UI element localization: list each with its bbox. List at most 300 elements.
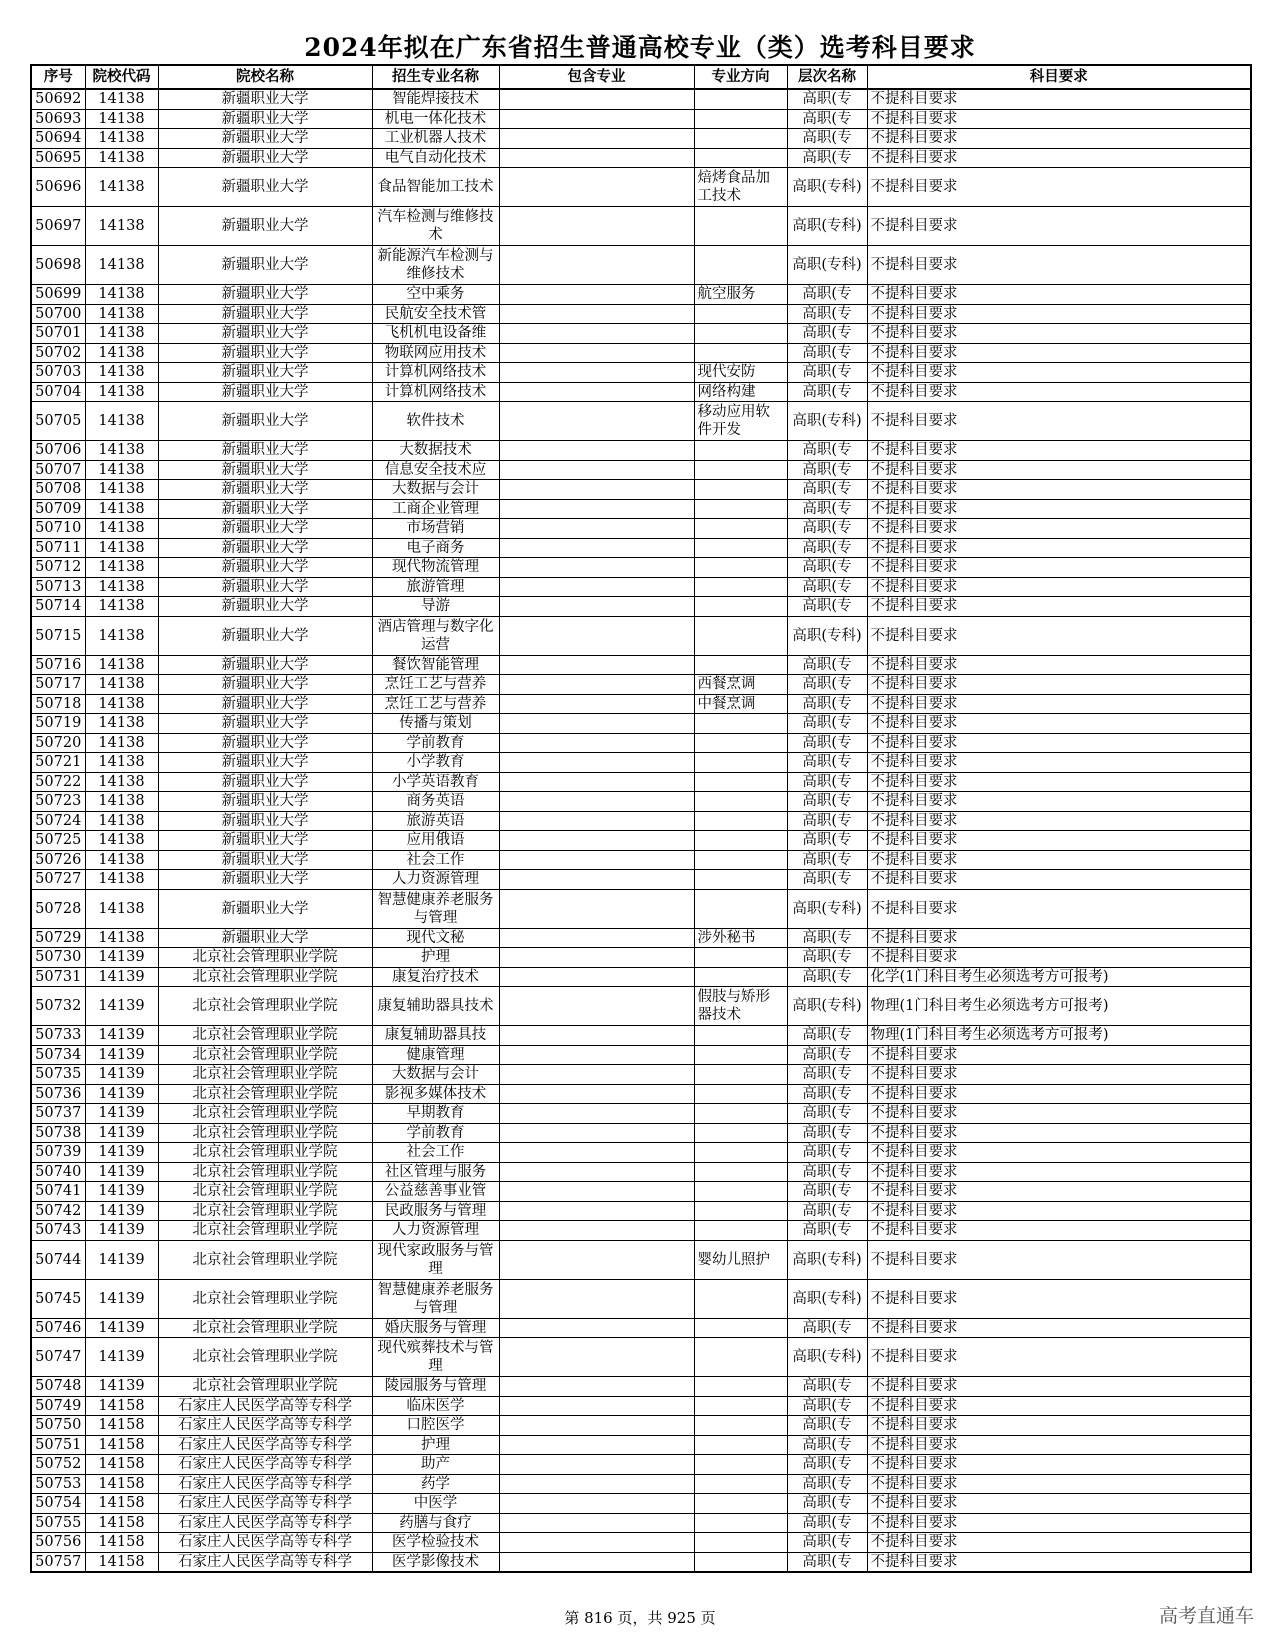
watermark-text: 高考直通车	[1158, 1605, 1254, 1627]
level-cell: 高职(专科)	[787, 246, 867, 285]
subject-requirement-cell: 不提科目要求	[867, 1045, 1251, 1065]
included-majors-cell	[499, 402, 694, 441]
included-majors-cell	[499, 538, 694, 558]
school-code-cell: 14138	[85, 89, 158, 109]
seq-cell: 50701	[31, 324, 85, 344]
table-row	[31, 1240, 1251, 1279]
seq-cell: 50696	[31, 168, 85, 207]
level-cell: 高职(专	[787, 1143, 867, 1163]
table-row	[31, 285, 1251, 305]
included-majors-cell	[499, 304, 694, 324]
included-majors-cell	[499, 1026, 694, 1046]
school-code-cell: 14138	[85, 616, 158, 655]
seq-cell: 50755	[31, 1513, 85, 1533]
subject-requirement-cell: 不提科目要求	[867, 460, 1251, 480]
school-name-cell: 新疆职业大学	[158, 441, 372, 461]
level-header: 层次名称	[787, 65, 867, 89]
direction-cell: 现代安防	[694, 363, 787, 383]
subject-requirement-cell: 不提科目要求	[867, 889, 1251, 928]
subject-requirement-cell: 不提科目要求	[867, 733, 1251, 753]
included-majors-cell	[499, 1123, 694, 1143]
school-code-cell: 14158	[85, 1455, 158, 1475]
table-row	[31, 889, 1251, 928]
level-cell: 高职(专	[787, 870, 867, 890]
major-name-cell: 医学影像技术	[372, 1552, 499, 1572]
included-majors-cell	[499, 967, 694, 987]
school-name-cell: 北京社会管理职业学院	[158, 1045, 372, 1065]
table-row	[31, 967, 1251, 987]
table-row	[31, 148, 1251, 168]
subject-requirement-cell: 不提科目要求	[867, 148, 1251, 168]
school-code-cell: 14158	[85, 1552, 158, 1572]
direction-cell	[694, 304, 787, 324]
included-majors-cell	[499, 948, 694, 968]
major-name-cell: 医学检验技术	[372, 1533, 499, 1553]
level-cell: 高职(专	[787, 538, 867, 558]
school-code-cell: 14139	[85, 1338, 158, 1377]
major-name-cell: 电子商务	[372, 538, 499, 558]
level-cell: 高职(专	[787, 558, 867, 578]
major-name-cell: 商务英语	[372, 792, 499, 812]
seq-cell: 50737	[31, 1104, 85, 1124]
school-code-cell: 14138	[85, 246, 158, 285]
subject-requirement-cell: 物理(1门科目考生必须选考方可报考)	[867, 1026, 1251, 1046]
school-name-cell: 新疆职业大学	[158, 148, 372, 168]
subject-requirement-cell: 不提科目要求	[867, 1143, 1251, 1163]
school-code-cell: 14158	[85, 1435, 158, 1455]
seq-cell: 50705	[31, 402, 85, 441]
school-code-cell: 14138	[85, 831, 158, 851]
subject-requirement-header: 科目要求	[867, 65, 1251, 89]
table-row	[31, 1104, 1251, 1124]
level-cell: 高职(专科)	[787, 987, 867, 1026]
school-code-cell: 14138	[85, 441, 158, 461]
seq-cell: 50699	[31, 285, 85, 305]
school-name-cell: 新疆职业大学	[158, 811, 372, 831]
level-cell: 高职(专	[787, 363, 867, 383]
school-code-cell: 14138	[85, 207, 158, 246]
seq-cell: 50698	[31, 246, 85, 285]
school-code-cell: 14139	[85, 1240, 158, 1279]
major-name-cell: 智慧健康养老服务与管理	[372, 1279, 499, 1318]
school-code-cell: 14138	[85, 714, 158, 734]
seq-cell: 50750	[31, 1416, 85, 1436]
included-majors-cell	[499, 928, 694, 948]
direction-cell: 婴幼儿照护	[694, 1240, 787, 1279]
major-name-cell: 大数据技术	[372, 441, 499, 461]
school-code-cell: 14158	[85, 1416, 158, 1436]
level-cell: 高职(专	[787, 577, 867, 597]
school-code-cell: 14138	[85, 499, 158, 519]
school-code-cell: 14139	[85, 1201, 158, 1221]
table-row	[31, 538, 1251, 558]
school-code-cell: 14158	[85, 1396, 158, 1416]
seq-cell: 50721	[31, 753, 85, 773]
included-majors-cell	[499, 889, 694, 928]
school-name-cell: 新疆职业大学	[158, 480, 372, 500]
major-name-cell: 飞机机电设备维	[372, 324, 499, 344]
school-code-cell: 14138	[85, 870, 158, 890]
table-row	[31, 558, 1251, 578]
seq-cell: 50693	[31, 109, 85, 129]
direction-cell	[694, 538, 787, 558]
school-code-cell: 14138	[85, 363, 158, 383]
seq-cell: 50731	[31, 967, 85, 987]
subject-requirement-cell: 不提科目要求	[867, 714, 1251, 734]
school-code-cell: 14138	[85, 148, 158, 168]
direction-cell	[694, 1494, 787, 1514]
level-cell: 高职(专	[787, 714, 867, 734]
table-row	[31, 850, 1251, 870]
seq-cell: 50722	[31, 772, 85, 792]
direction-cell	[694, 148, 787, 168]
school-name-cell: 石家庄人民医学高等专科学	[158, 1494, 372, 1514]
major-name-cell: 健康管理	[372, 1045, 499, 1065]
school-name-cell: 新疆职业大学	[158, 870, 372, 890]
included-majors-cell	[499, 811, 694, 831]
seq-cell: 50747	[31, 1338, 85, 1377]
level-cell: 高职(专	[787, 1045, 867, 1065]
direction-cell	[694, 207, 787, 246]
school-name-cell: 北京社会管理职业学院	[158, 987, 372, 1026]
direction-cell	[694, 870, 787, 890]
seq-cell: 50752	[31, 1455, 85, 1475]
level-cell: 高职(专	[787, 811, 867, 831]
included-majors-cell	[499, 694, 694, 714]
included-majors-cell	[499, 616, 694, 655]
table-row	[31, 129, 1251, 149]
level-cell: 高职(专	[787, 1474, 867, 1494]
major-name-cell: 新能源汽车检测与维修技术	[372, 246, 499, 285]
level-cell: 高职(专	[787, 1201, 867, 1221]
major-name-cell: 市场营销	[372, 519, 499, 539]
seq-cell: 50724	[31, 811, 85, 831]
major-name-cell: 社会工作	[372, 850, 499, 870]
included-majors-cell	[499, 753, 694, 773]
included-majors-cell	[499, 1435, 694, 1455]
table-row	[31, 499, 1251, 519]
seq-cell: 50746	[31, 1318, 85, 1338]
seq-cell: 50706	[31, 441, 85, 461]
major-name-cell: 现代文秘	[372, 928, 499, 948]
direction-cell	[694, 1474, 787, 1494]
school-code-cell: 14138	[85, 889, 158, 928]
major-name-cell: 智能焊接技术	[372, 89, 499, 109]
school-name-cell: 新疆职业大学	[158, 616, 372, 655]
major-name-cell: 工业机器人技术	[372, 129, 499, 149]
major-name-cell: 社区管理与服务	[372, 1162, 499, 1182]
seq-cell: 50692	[31, 89, 85, 109]
direction-cell	[694, 1318, 787, 1338]
level-cell: 高职(专	[787, 1123, 867, 1143]
seq-cell: 50749	[31, 1396, 85, 1416]
table-row	[31, 1279, 1251, 1318]
school-code-cell: 14138	[85, 577, 158, 597]
school-name-cell: 石家庄人民医学高等专科学	[158, 1455, 372, 1475]
included-majors-cell	[499, 1143, 694, 1163]
direction-cell	[694, 1416, 787, 1436]
subject-requirement-cell: 不提科目要求	[867, 246, 1251, 285]
subject-requirement-cell: 不提科目要求	[867, 1435, 1251, 1455]
level-cell: 高职(专	[787, 597, 867, 617]
seq-cell: 50720	[31, 733, 85, 753]
included-majors-cell	[499, 1396, 694, 1416]
direction-cell	[694, 1455, 787, 1475]
seq-cell: 50742	[31, 1201, 85, 1221]
major-name-cell: 旅游英语	[372, 811, 499, 831]
school-code-cell: 14138	[85, 519, 158, 539]
table-row	[31, 89, 1251, 109]
seq-cell: 50735	[31, 1065, 85, 1085]
included-majors-cell	[499, 519, 694, 539]
table-row	[31, 1552, 1251, 1572]
table-row	[31, 577, 1251, 597]
table-row	[31, 1318, 1251, 1338]
subject-requirement-cell: 不提科目要求	[867, 324, 1251, 344]
subject-requirement-cell: 不提科目要求	[867, 363, 1251, 383]
subject-requirement-cell: 不提科目要求	[867, 1182, 1251, 1202]
major-name-cell: 康复治疗技术	[372, 967, 499, 987]
included-majors-cell	[499, 1104, 694, 1124]
level-cell: 高职(专	[787, 1065, 867, 1085]
school-code-cell: 14138	[85, 675, 158, 695]
school-name-header: 院校名称	[158, 65, 372, 89]
school-name-cell: 新疆职业大学	[158, 597, 372, 617]
seq-cell: 50754	[31, 1494, 85, 1514]
direction-cell	[694, 343, 787, 363]
included-majors-cell	[499, 363, 694, 383]
school-code-cell: 14138	[85, 753, 158, 773]
school-name-cell: 石家庄人民医学高等专科学	[158, 1533, 372, 1553]
major-name-cell: 现代殡葬技术与管理	[372, 1338, 499, 1377]
level-cell: 高职(专	[787, 382, 867, 402]
table-row	[31, 1065, 1251, 1085]
table-row	[31, 1455, 1251, 1475]
table-row	[31, 792, 1251, 812]
school-code-cell: 14139	[85, 1162, 158, 1182]
school-code-cell: 14138	[85, 285, 158, 305]
school-name-cell: 北京社会管理职业学院	[158, 1026, 372, 1046]
table-row	[31, 1143, 1251, 1163]
school-code-cell: 14158	[85, 1474, 158, 1494]
school-name-cell: 新疆职业大学	[158, 753, 372, 773]
major-name-cell: 物联网应用技术	[372, 343, 499, 363]
school-code-cell: 14139	[85, 948, 158, 968]
included-majors-cell	[499, 1221, 694, 1241]
subject-requirement-cell: 不提科目要求	[867, 402, 1251, 441]
school-name-cell: 新疆职业大学	[158, 655, 372, 675]
level-cell: 高职(专科)	[787, 616, 867, 655]
school-name-cell: 北京社会管理职业学院	[158, 1162, 372, 1182]
major-name-cell: 智慧健康养老服务与管理	[372, 889, 499, 928]
seq-cell: 50743	[31, 1221, 85, 1241]
school-name-cell: 新疆职业大学	[158, 675, 372, 695]
included-majors-cell	[499, 675, 694, 695]
table-row	[31, 1338, 1251, 1377]
direction-cell	[694, 616, 787, 655]
school-name-cell: 北京社会管理职业学院	[158, 1104, 372, 1124]
level-cell: 高职(专	[787, 1318, 867, 1338]
school-code-cell: 14138	[85, 324, 158, 344]
table-row	[31, 675, 1251, 695]
school-code-cell: 14138	[85, 811, 158, 831]
major-name-cell: 小学英语教育	[372, 772, 499, 792]
school-code-cell: 14139	[85, 1045, 158, 1065]
subject-requirement-cell: 不提科目要求	[867, 1455, 1251, 1475]
header-row	[31, 65, 1251, 89]
subject-requirement-cell: 不提科目要求	[867, 382, 1251, 402]
school-name-cell: 北京社会管理职业学院	[158, 1279, 372, 1318]
subject-requirement-cell: 不提科目要求	[867, 499, 1251, 519]
school-name-cell: 新疆职业大学	[158, 343, 372, 363]
school-code-cell: 14138	[85, 597, 158, 617]
major-name-cell: 学前教育	[372, 1123, 499, 1143]
table-row	[31, 519, 1251, 539]
level-cell: 高职(专科)	[787, 207, 867, 246]
subject-requirement-cell: 不提科目要求	[867, 1162, 1251, 1182]
included-majors-cell	[499, 1552, 694, 1572]
major-name-cell: 食品智能加工技术	[372, 168, 499, 207]
school-name-cell: 新疆职业大学	[158, 382, 372, 402]
school-name-cell: 新疆职业大学	[158, 733, 372, 753]
level-cell: 高职(专	[787, 1084, 867, 1104]
school-name-cell: 北京社会管理职业学院	[158, 1084, 372, 1104]
included-majors-cell	[499, 1513, 694, 1533]
school-name-cell: 新疆职业大学	[158, 363, 372, 383]
level-cell: 高职(专	[787, 1494, 867, 1514]
included-majors-cell	[499, 850, 694, 870]
school-name-cell: 石家庄人民医学高等专科学	[158, 1552, 372, 1572]
subject-requirement-cell: 不提科目要求	[867, 655, 1251, 675]
school-name-cell: 新疆职业大学	[158, 129, 372, 149]
level-cell: 高职(专	[787, 109, 867, 129]
school-name-cell: 北京社会管理职业学院	[158, 967, 372, 987]
major-name-cell: 大数据与会计	[372, 480, 499, 500]
direction-cell	[694, 850, 787, 870]
level-cell: 高职(专	[787, 441, 867, 461]
school-name-cell: 新疆职业大学	[158, 694, 372, 714]
direction-cell	[694, 714, 787, 734]
seq-cell: 50725	[31, 831, 85, 851]
school-code-cell: 14138	[85, 460, 158, 480]
included-majors-cell	[499, 1377, 694, 1397]
school-code-cell: 14138	[85, 558, 158, 578]
included-majors-cell	[499, 460, 694, 480]
direction-cell: 网络构建	[694, 382, 787, 402]
level-cell: 高职(专科)	[787, 1338, 867, 1377]
subject-requirement-cell: 不提科目要求	[867, 1494, 1251, 1514]
major-name-cell: 临床医学	[372, 1396, 499, 1416]
direction-cell	[694, 1162, 787, 1182]
level-cell: 高职(专科)	[787, 402, 867, 441]
included-majors-cell	[499, 1182, 694, 1202]
seq-cell: 50704	[31, 382, 85, 402]
school-name-cell: 新疆职业大学	[158, 831, 372, 851]
school-name-cell: 新疆职业大学	[158, 304, 372, 324]
school-name-cell: 北京社会管理职业学院	[158, 1318, 372, 1338]
table-row	[31, 441, 1251, 461]
direction-cell	[694, 1123, 787, 1143]
school-name-cell: 新疆职业大学	[158, 285, 372, 305]
level-cell: 高职(专	[787, 831, 867, 851]
school-name-cell: 石家庄人民医学高等专科学	[158, 1416, 372, 1436]
included-majors-cell	[499, 1084, 694, 1104]
level-cell: 高职(专	[787, 1513, 867, 1533]
level-cell: 高职(专	[787, 89, 867, 109]
table-row	[31, 109, 1251, 129]
included-majors-cell	[499, 655, 694, 675]
included-majors-cell	[499, 1279, 694, 1318]
included-majors-cell	[499, 129, 694, 149]
seq-cell: 50756	[31, 1533, 85, 1553]
school-code-cell: 14139	[85, 1279, 158, 1318]
included-majors-cell	[499, 558, 694, 578]
subject-requirement-cell: 不提科目要求	[867, 519, 1251, 539]
school-name-cell: 北京社会管理职业学院	[158, 1201, 372, 1221]
table-row	[31, 831, 1251, 851]
subject-requirement-cell: 不提科目要求	[867, 304, 1251, 324]
major-name-cell: 餐饮智能管理	[372, 655, 499, 675]
school-code-cell: 14139	[85, 1318, 158, 1338]
seq-cell: 50748	[31, 1377, 85, 1397]
seq-cell: 50717	[31, 675, 85, 695]
direction-cell	[694, 1104, 787, 1124]
included-majors-cell	[499, 207, 694, 246]
table-row	[31, 1474, 1251, 1494]
included-majors-cell	[499, 1455, 694, 1475]
included-majors-cell	[499, 1318, 694, 1338]
school-code-cell: 14139	[85, 967, 158, 987]
major-name-cell: 酒店管理与数字化运营	[372, 616, 499, 655]
subject-requirement-cell: 不提科目要求	[867, 811, 1251, 831]
included-majors-cell	[499, 772, 694, 792]
included-majors-cell	[499, 1240, 694, 1279]
seq-header: 序号	[31, 65, 85, 89]
table-row	[31, 1513, 1251, 1533]
direction-cell: 涉外秘书	[694, 928, 787, 948]
major-name-cell: 机电一体化技术	[372, 109, 499, 129]
direction-cell	[694, 1377, 787, 1397]
table-row	[31, 1084, 1251, 1104]
level-cell: 高职(专	[787, 948, 867, 968]
major-name-cell: 大数据与会计	[372, 1065, 499, 1085]
school-name-cell: 新疆职业大学	[158, 889, 372, 928]
level-cell: 高职(专	[787, 129, 867, 149]
school-name-cell: 北京社会管理职业学院	[158, 1221, 372, 1241]
level-cell: 高职(专	[787, 1221, 867, 1241]
level-cell: 高职(专	[787, 519, 867, 539]
table-row	[31, 694, 1251, 714]
table-row	[31, 402, 1251, 441]
direction-cell	[694, 499, 787, 519]
school-code-cell: 14138	[85, 402, 158, 441]
major-name-cell: 导游	[372, 597, 499, 617]
school-code-cell: 14138	[85, 928, 158, 948]
table-row	[31, 1377, 1251, 1397]
direction-cell	[694, 1201, 787, 1221]
subject-requirement-cell: 物理(1门科目考生必须选考方可报考)	[867, 987, 1251, 1026]
seq-cell: 50695	[31, 148, 85, 168]
major-name-cell: 学前教育	[372, 733, 499, 753]
included-majors-cell	[499, 1338, 694, 1377]
included-majors-cell	[499, 1162, 694, 1182]
subject-requirement-cell: 不提科目要求	[867, 616, 1251, 655]
table-row	[31, 597, 1251, 617]
subject-requirement-cell: 不提科目要求	[867, 831, 1251, 851]
school-name-cell: 北京社会管理职业学院	[158, 1143, 372, 1163]
table-row	[31, 1533, 1251, 1553]
school-name-cell: 新疆职业大学	[158, 519, 372, 539]
